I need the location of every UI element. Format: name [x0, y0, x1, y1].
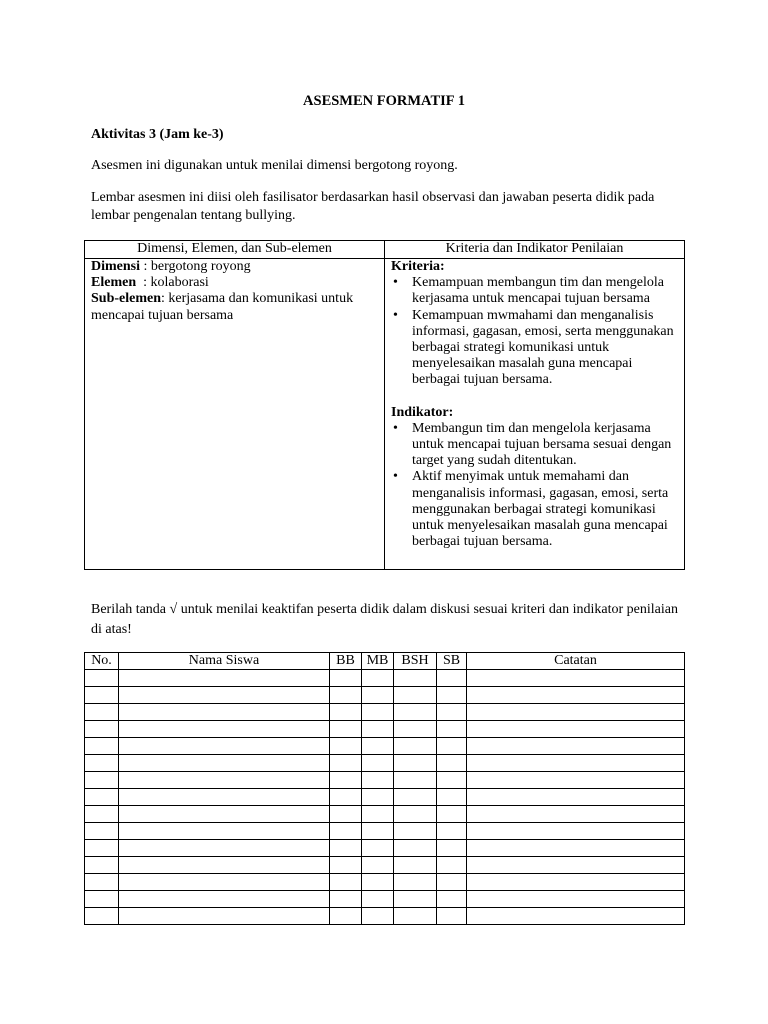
subelemen-label: Sub-elemen [91, 291, 161, 307]
table-cell[interactable] [85, 891, 119, 908]
dimension-cell [85, 259, 385, 570]
criteria-table-body [85, 259, 685, 570]
intro-paragraph: Asesmen ini digunakan untuk menilai dimensi bergotong royong. [91, 158, 458, 173]
table-cell[interactable] [394, 687, 437, 704]
table-cell[interactable] [467, 840, 685, 857]
indikator-item: • Aktif menyimak untuk memahami dan menganalisis informasi, gagasan, emosi, serta menggunakan berbagai strategi komunikasi untuk menyelesaikan masalah guna mencapai berbagai tujuan bersama. [391, 469, 678, 550]
table-row [85, 806, 685, 823]
table-cell[interactable] [330, 874, 362, 891]
table-cell[interactable] [394, 789, 437, 806]
table-row [85, 738, 685, 755]
table-row [85, 823, 685, 840]
table-cell[interactable] [394, 857, 437, 874]
table-cell[interactable] [119, 789, 330, 806]
table-cell[interactable] [467, 857, 685, 874]
table-cell[interactable] [394, 840, 437, 857]
table-cell[interactable] [330, 823, 362, 840]
table-cell[interactable] [85, 687, 119, 704]
table-cell[interactable] [362, 840, 394, 857]
table-cell[interactable] [394, 908, 437, 925]
page-title: ASESMEN FORMATIF 1 [303, 93, 465, 109]
header-no: No. [85, 653, 119, 670]
header-criteria: Kriteria dan Indikator Penilaian [385, 241, 685, 259]
table-row [85, 789, 685, 806]
table-cell[interactable] [85, 721, 119, 738]
indikator-list [391, 421, 678, 551]
criteria-table [84, 240, 685, 570]
header-sb: SB [437, 653, 467, 670]
table-cell[interactable] [467, 874, 685, 891]
table-row [85, 721, 685, 738]
table-cell[interactable] [467, 687, 685, 704]
table-cell[interactable] [437, 670, 467, 687]
dimensi-label: Dimensi [91, 259, 140, 274]
table-cell[interactable] [85, 772, 119, 789]
indikator-item: • Membangun tim dan mengelola kerjasama untuk mencapai tujuan bersama sesuai dengan target yang sudah ditentukan. [391, 421, 678, 470]
table-cell[interactable] [437, 857, 467, 874]
table-cell[interactable] [330, 840, 362, 857]
table-cell[interactable] [119, 908, 330, 925]
table-cell[interactable] [394, 874, 437, 891]
dimensi-value: : bergotong royong [140, 259, 251, 274]
table-cell[interactable] [394, 823, 437, 840]
table-cell[interactable] [467, 908, 685, 925]
table-cell[interactable] [119, 721, 330, 738]
table-cell[interactable] [362, 823, 394, 840]
activity-heading: Aktivitas 3 (Jam ke-3) [91, 127, 224, 142]
kriteria-label-text: Kriteria: [391, 259, 445, 274]
table-row [85, 857, 685, 874]
indikator-label-text: Indikator: [391, 404, 454, 420]
table-cell[interactable] [330, 704, 362, 721]
elemen-label: Elemen [91, 275, 137, 291]
table-cell[interactable] [437, 891, 467, 908]
table-cell[interactable] [437, 823, 467, 840]
table-cell[interactable] [85, 670, 119, 687]
table-cell[interactable] [394, 738, 437, 755]
table-row [85, 670, 685, 687]
table-cell[interactable] [119, 806, 330, 823]
table-cell[interactable] [85, 704, 119, 721]
table-cell[interactable] [437, 755, 467, 772]
table-row [85, 874, 685, 891]
table-row [85, 704, 685, 721]
subelemen-line [91, 291, 378, 323]
table-cell[interactable] [467, 806, 685, 823]
table-cell[interactable] [362, 704, 394, 721]
table-cell[interactable] [85, 857, 119, 874]
table-cell[interactable] [85, 789, 119, 806]
table-cell[interactable] [119, 891, 330, 908]
table-cell[interactable] [85, 908, 119, 925]
table-cell[interactable] [437, 772, 467, 789]
table-cell[interactable] [119, 840, 330, 857]
table-cell[interactable] [362, 772, 394, 789]
table-cell[interactable] [467, 721, 685, 738]
table-cell[interactable] [394, 891, 437, 908]
table-cell[interactable] [467, 891, 685, 908]
table-row [85, 908, 685, 925]
table-row [85, 755, 685, 772]
table-row [85, 891, 685, 908]
table-cell[interactable] [119, 857, 330, 874]
table-cell[interactable] [437, 874, 467, 891]
table-cell[interactable] [330, 789, 362, 806]
table-cell[interactable] [394, 806, 437, 823]
table-cell[interactable] [119, 755, 330, 772]
subelemen-value: : kerjasama dan komunikasi untuk mencapai tujuan bersama [91, 291, 354, 323]
table-cell[interactable] [437, 704, 467, 721]
assessment-table [84, 652, 685, 925]
table-cell[interactable] [362, 721, 394, 738]
table-cell[interactable] [119, 687, 330, 704]
description-paragraph: Lembar asesmen ini diisi oleh fasilisator berdasarkan hasil observasi dan jawaban peserta didik pada lembar pengenalan tentang bullying. [91, 190, 655, 223]
table-cell[interactable] [85, 755, 119, 772]
table-cell[interactable] [437, 721, 467, 738]
table-cell[interactable] [119, 823, 330, 840]
kriteria-label [391, 259, 678, 275]
table-cell[interactable] [437, 908, 467, 925]
table-cell[interactable] [437, 789, 467, 806]
table-cell[interactable] [362, 789, 394, 806]
table-cell[interactable] [394, 721, 437, 738]
table-cell[interactable] [362, 687, 394, 704]
table-cell[interactable] [394, 772, 437, 789]
table-cell[interactable] [330, 908, 362, 925]
elemen-value: : kolaborasi [136, 275, 209, 291]
table-cell[interactable] [394, 755, 437, 772]
table-cell[interactable] [330, 687, 362, 704]
dimensi-line [91, 259, 378, 275]
table-cell[interactable] [362, 908, 394, 925]
table-cell[interactable] [85, 738, 119, 755]
table-cell[interactable] [394, 670, 437, 687]
table-cell[interactable] [119, 874, 330, 891]
header-bsh: BSH [394, 653, 437, 670]
table-cell[interactable] [362, 857, 394, 874]
table-row [85, 687, 685, 704]
criteria-table-header [85, 241, 685, 259]
kriteria-item: • Kemampuan mwmahami dan menganalisis informasi, gagasan, emosi, serta menggunakan berbagai strategi komunikasi untuk menyelesaikan masalah guna mencapai berbagai tujuan bersama. [391, 308, 678, 389]
header-dimension: Dimensi, Elemen, dan Sub-elemen [85, 241, 385, 259]
table-cell[interactable] [119, 704, 330, 721]
assessment-table-header [85, 653, 685, 670]
assessment-table-body [85, 670, 685, 925]
table-cell[interactable] [362, 806, 394, 823]
kriteria-item: • Kemampuan membangun tim dan mengelola kerjasama untuk mencapai tujuan bersama [391, 275, 678, 307]
table-cell[interactable] [467, 789, 685, 806]
table-cell[interactable] [330, 721, 362, 738]
table-cell[interactable] [330, 891, 362, 908]
table-cell[interactable] [119, 670, 330, 687]
elemen-line [91, 275, 378, 291]
table-cell[interactable] [119, 772, 330, 789]
table-row [85, 772, 685, 789]
table-cell[interactable] [467, 704, 685, 721]
table-cell[interactable] [85, 823, 119, 840]
table-cell[interactable] [330, 857, 362, 874]
indikator-label [391, 405, 678, 421]
table-cell[interactable] [362, 891, 394, 908]
header-mb: MB [362, 653, 394, 670]
table-cell[interactable] [330, 755, 362, 772]
table-cell[interactable] [467, 772, 685, 789]
table-cell[interactable] [330, 772, 362, 789]
table-cell[interactable] [467, 755, 685, 772]
instruction-paragraph: Berilah tanda √ untuk menilai keaktifan peserta didik dalam diskusi sesuai kriteri dan indikator penilaian di atas! [91, 602, 678, 637]
table-cell[interactable] [85, 840, 119, 857]
header-nama-siswa: Nama Siswa [119, 653, 330, 670]
criteria-cell [385, 259, 685, 570]
table-cell[interactable] [394, 704, 437, 721]
header-catatan: Catatan [467, 653, 685, 670]
table-cell[interactable] [362, 738, 394, 755]
table-cell[interactable] [362, 755, 394, 772]
table-cell[interactable] [330, 738, 362, 755]
table-cell[interactable] [362, 670, 394, 687]
table-cell[interactable] [330, 670, 362, 687]
table-cell[interactable] [467, 823, 685, 840]
table-cell[interactable] [437, 738, 467, 755]
table-cell[interactable] [119, 738, 330, 755]
table-cell[interactable] [467, 670, 685, 687]
table-cell[interactable] [85, 874, 119, 891]
table-cell[interactable] [437, 806, 467, 823]
table-cell[interactable] [362, 874, 394, 891]
table-cell[interactable] [437, 687, 467, 704]
spacer [391, 389, 678, 405]
table-row [85, 840, 685, 857]
table-cell[interactable] [85, 806, 119, 823]
header-bb: BB [330, 653, 362, 670]
table-cell[interactable] [330, 806, 362, 823]
table-cell[interactable] [467, 738, 685, 755]
kriteria-list [391, 275, 678, 388]
table-cell[interactable] [437, 840, 467, 857]
